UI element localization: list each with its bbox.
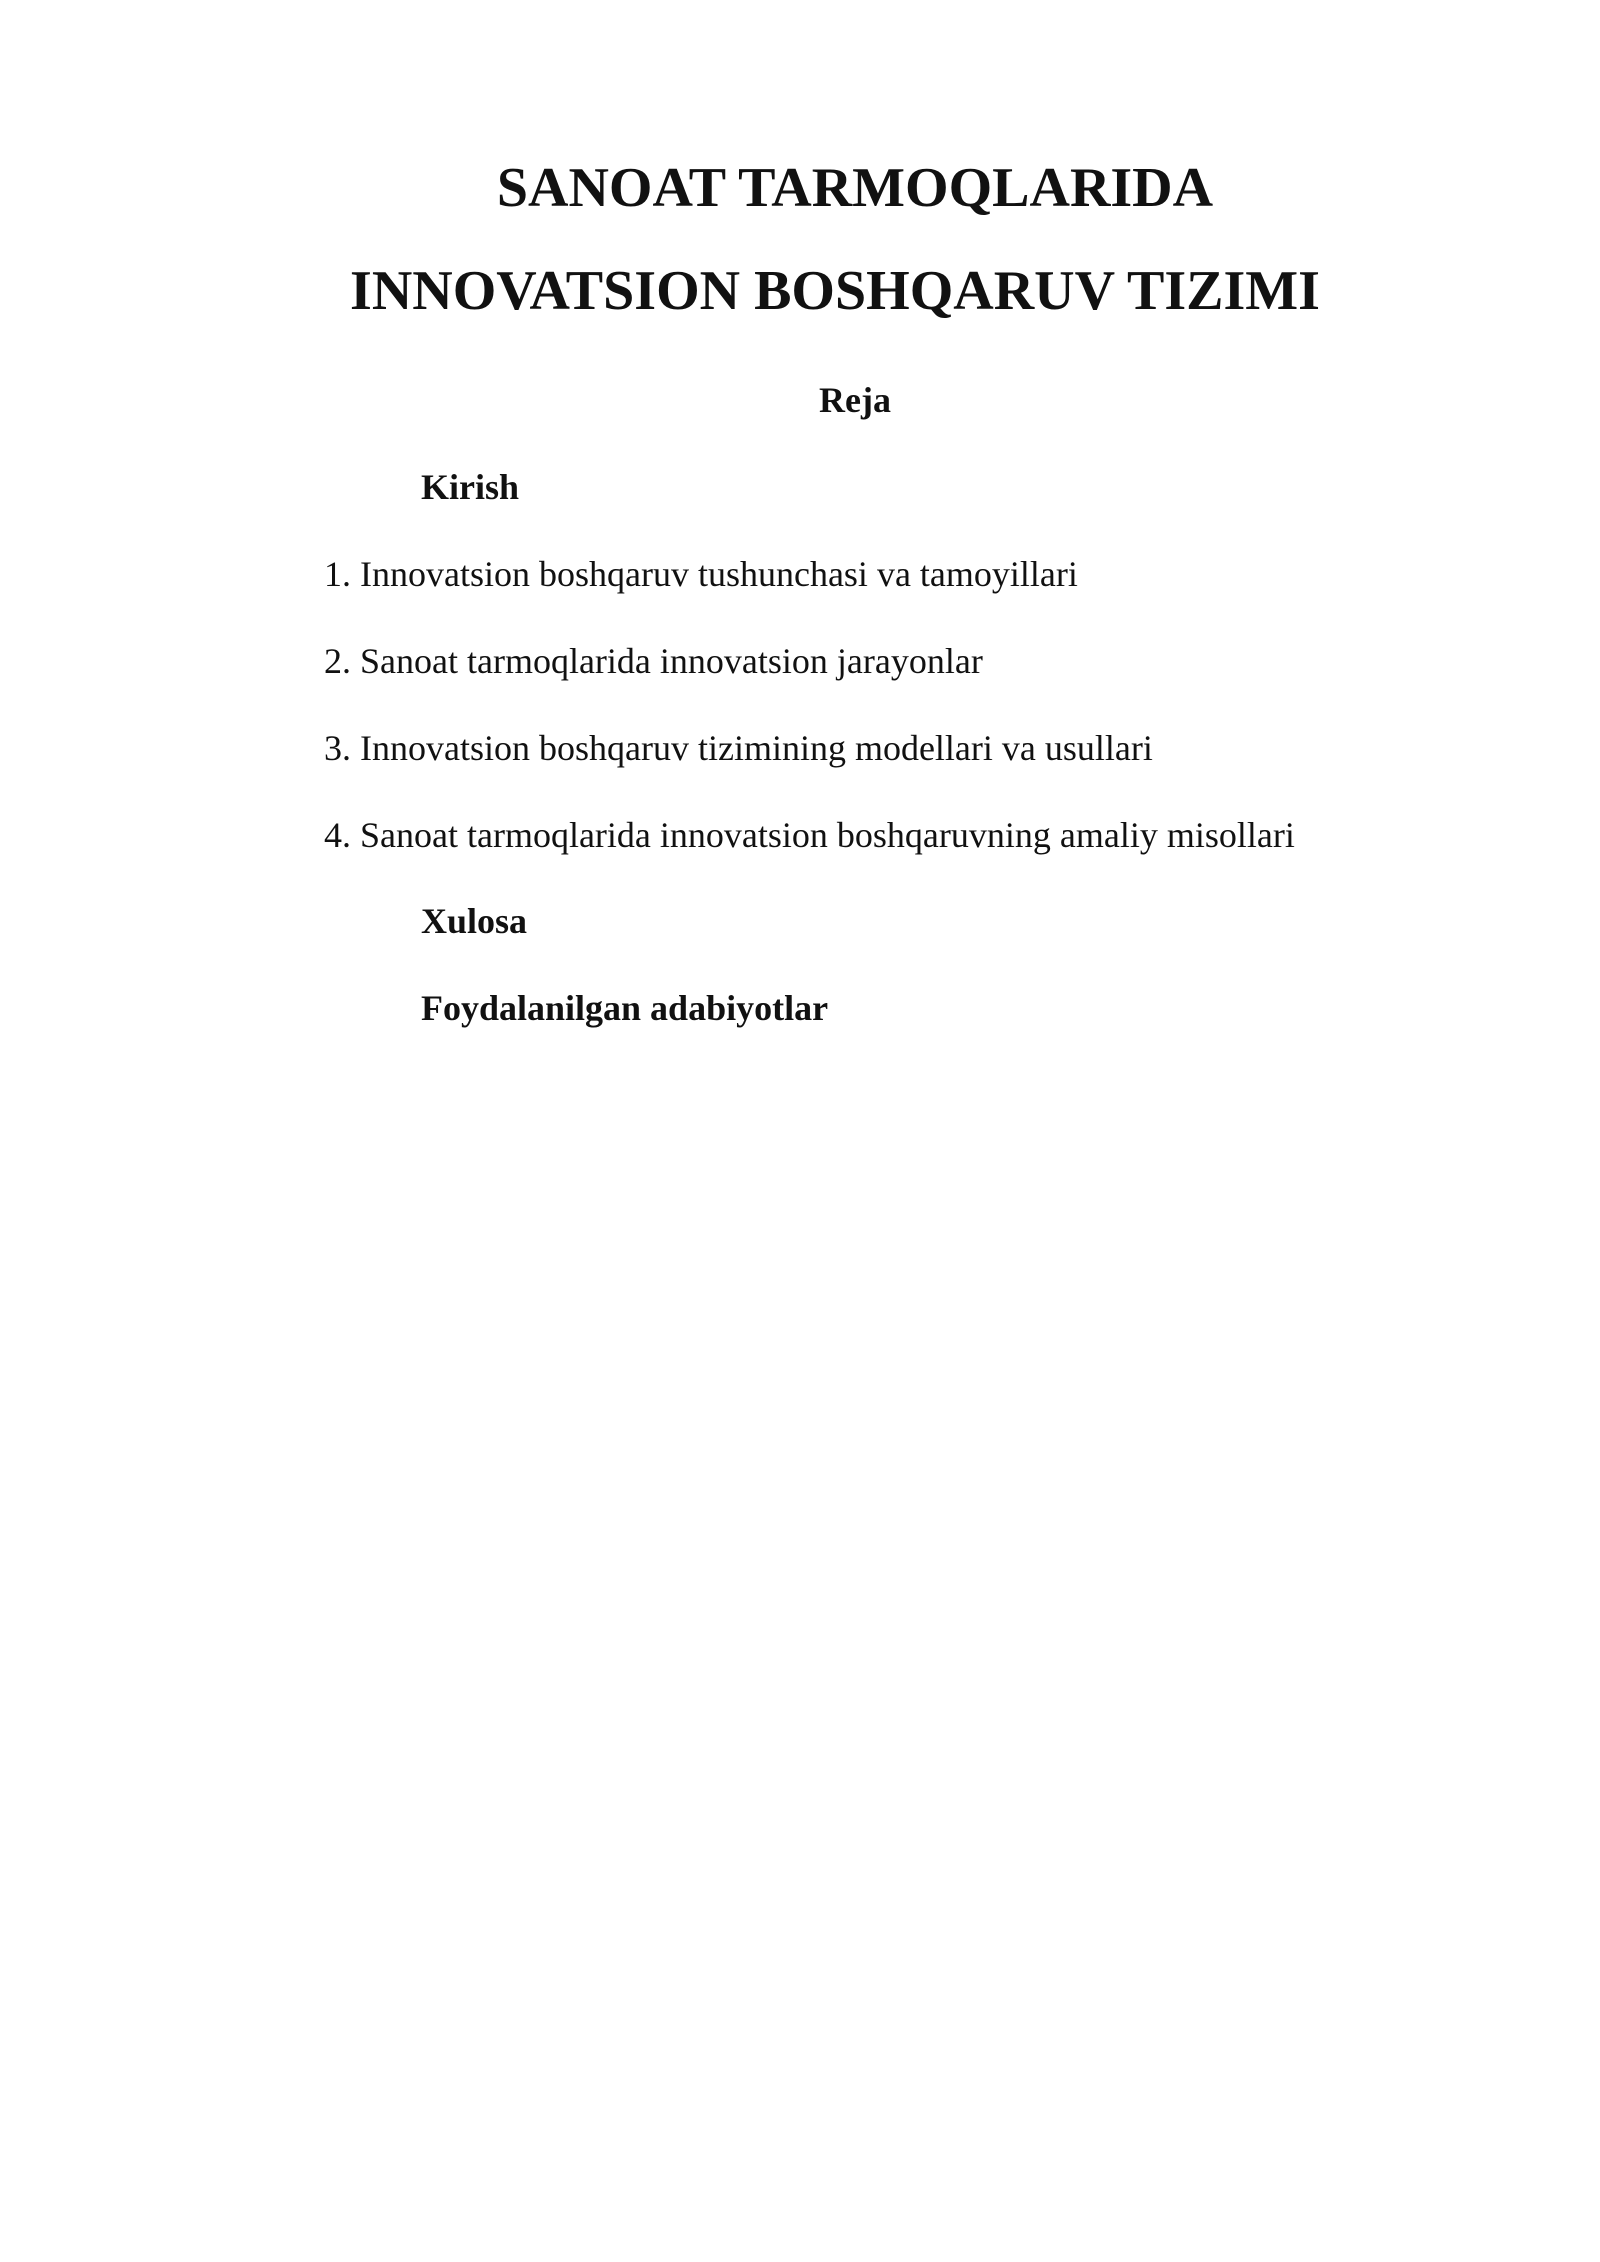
plan-item-4: 4. Sanoat tarmoqlarida innovatsion boshqaruvning amaliy misollari [324,815,1295,855]
plan-heading: Reja [819,380,891,420]
plan-item-references: Foydalanilgan adabiyotlar [421,988,829,1028]
document-title-line-2: INNOVATSION BOSHQARUV TIZIMI [350,260,1320,322]
plan-item-conclusion: Xulosa [421,901,528,941]
plan-item-3: 3. Innovatsion boshqaruv tizimining modellari va usullari [324,728,1153,768]
plan-item-1: 1. Innovatsion boshqaruv tushunchasi va tamoyillari [324,554,1078,594]
plan-item-2: 2. Sanoat tarmoqlarida innovatsion jarayonlar [324,641,983,681]
document-title-line-1: SANOAT TARMOQLARIDA [496,157,1214,219]
plan-item-intro: Kirish [421,467,520,507]
